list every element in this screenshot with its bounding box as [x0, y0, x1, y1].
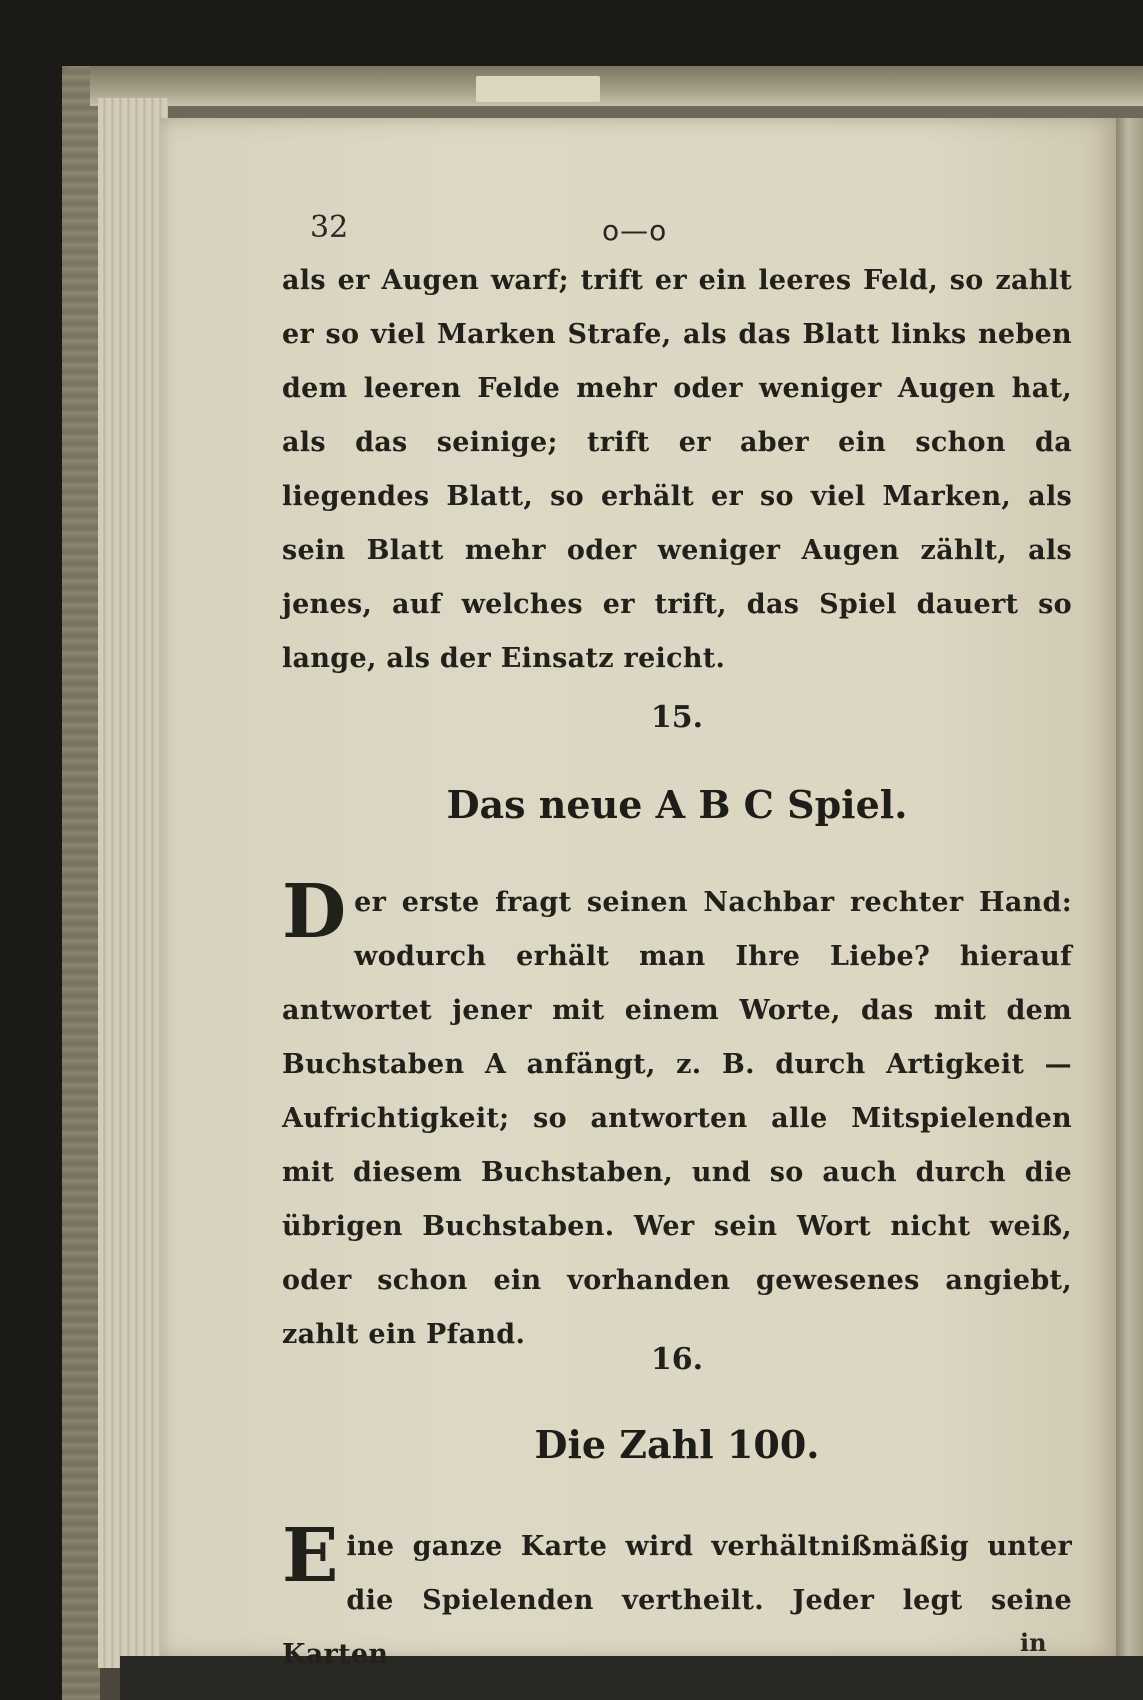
section-15-title: Das neue A B C Spiel.	[446, 782, 908, 827]
section-16-number: 16.	[650, 1342, 704, 1377]
section-15-body	[282, 869, 1072, 1362]
running-header	[310, 210, 1070, 250]
section-16-title: Die Zahl 100.	[534, 1422, 820, 1467]
book-spine	[62, 66, 100, 1700]
section-15-number: 15.	[650, 700, 704, 735]
section-16-text: ine ganze Karte wird verhältnißmäßig unter die Spielenden vertheilt. Jeder legt seine Karten	[282, 1531, 1072, 1670]
book-top-edge	[90, 66, 1143, 106]
section-15-dropcap: D	[282, 869, 347, 955]
page-number: 32	[310, 210, 349, 245]
paper-tab	[476, 76, 600, 102]
section-16-dropcap: E	[282, 1513, 339, 1599]
section-16-body	[282, 1513, 1072, 1682]
continued-paragraph	[282, 254, 1072, 686]
page-gutter	[1116, 118, 1143, 1658]
page-stack-edge	[98, 98, 168, 1668]
header-ornament: o—o	[602, 214, 668, 247]
catchword: in	[1020, 1628, 1047, 1654]
paragraph-text: als er Augen warf; trift er ein leeres Feld, so zahlt er so viel Marken Strafe, als das Blatt links neben dem leeren Felde mehr oder weniger Augen hat, als das seinige; trift er aber ein schon da liegendes Blatt, so erhält er so viel Marken, als sein Blatt mehr oder weniger Augen zählt, als jenes, auf welches er trift, das Spiel dauert so lange, als der Einsatz reicht.	[282, 265, 1072, 674]
section-15-text: er erste fragt seinen Nachbar rechter Hand: wodurch erhält man Ihre Liebe? hierauf antwortet jener mit einem Worte, das mit dem Buchstaben A anfängt, z. B. durch Artigkeit — Aufrichtigkeit; so antworten alle Mitspielenden mit diesem Buchstaben, und so auch durch die übrigen Buchstaben. Wer sein Wort nicht weiß, oder schon ein vorhanden gewesenes angiebt, zahlt ein Pfand.	[282, 887, 1072, 1350]
